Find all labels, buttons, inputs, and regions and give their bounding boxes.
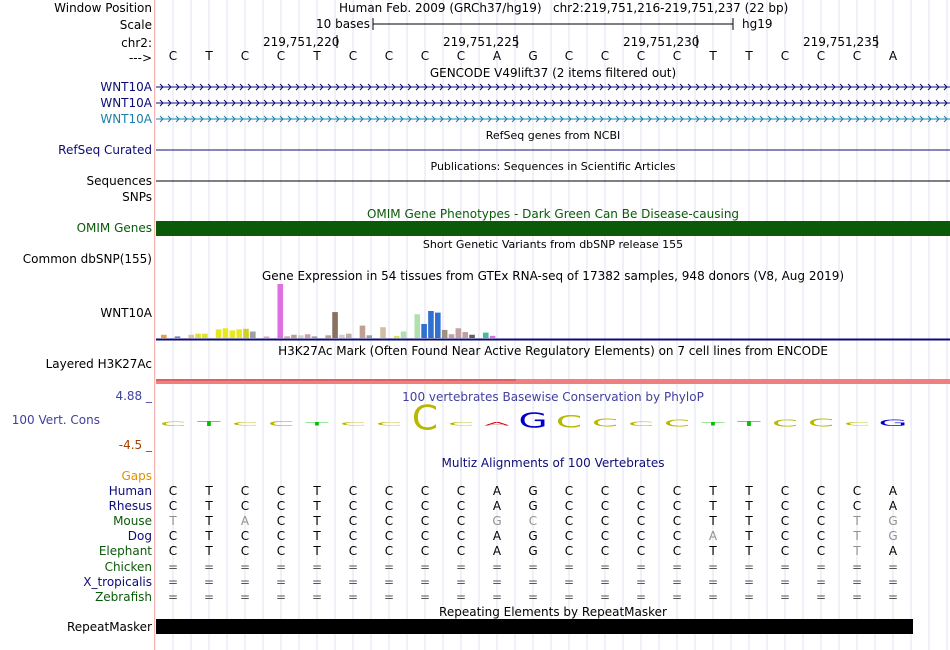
- alignment-base: C: [348, 484, 358, 498]
- alignment-base: T: [853, 514, 861, 529]
- alignment-base: C: [456, 529, 466, 544]
- alignment-base: T: [169, 514, 177, 529]
- alignment-base: A: [492, 484, 502, 498]
- alignment-base: C: [672, 484, 682, 498]
- alignment-base: =: [563, 589, 575, 604]
- alignment-base: C: [384, 529, 394, 544]
- alignment-base: A: [888, 499, 898, 514]
- phylop-base: C: [231, 422, 259, 427]
- refseq-label[interactable]: RefSeq Curated: [58, 143, 152, 157]
- alignment-base: C: [780, 544, 790, 559]
- gtex-bar: [216, 329, 222, 338]
- alignment-base: C: [240, 484, 250, 498]
- alignment-base: C: [420, 529, 430, 544]
- alignment-base: C: [816, 514, 826, 529]
- multiz-track-title[interactable]: Multiz Alignments of 100 Vertebrates: [441, 456, 665, 470]
- sequence-base: C: [564, 49, 574, 63]
- alignment-base: C: [636, 499, 646, 514]
- chrom-label: chr2:: [121, 36, 152, 50]
- alignment-base: C: [816, 499, 826, 514]
- alignment-base: C: [168, 529, 178, 544]
- alignment-base: C: [348, 499, 358, 514]
- phylop-base: T: [701, 421, 725, 427]
- alignment-base: C: [636, 544, 646, 559]
- phylop-base: C: [555, 411, 583, 432]
- h3k27ac-label[interactable]: Layered H3K27Ac: [45, 357, 152, 371]
- alignment-base: A: [492, 499, 502, 514]
- alignment-base: A: [492, 529, 502, 544]
- phylop-base: T: [305, 421, 329, 427]
- snps-label[interactable]: SNPs: [122, 190, 152, 204]
- gtex-bar: [360, 326, 366, 338]
- alignment-base: C: [420, 484, 430, 498]
- alignment-base: C: [240, 529, 250, 544]
- phylop-label[interactable]: 100 Vert. Cons: [11, 413, 100, 427]
- alignment-base: C: [384, 514, 394, 529]
- scale-db: hg19: [742, 17, 773, 31]
- scale-text: 10 bases: [316, 17, 370, 31]
- alignment-base: =: [743, 574, 755, 589]
- alignment-base: T: [205, 514, 213, 529]
- species-label[interactable]: X_tropicalis: [83, 574, 152, 589]
- alignment-base: =: [671, 559, 683, 574]
- alignment-base: A: [708, 529, 718, 544]
- gtex-bar: [456, 328, 462, 338]
- sequence-base: T: [745, 49, 753, 63]
- alignment-base: C: [276, 484, 286, 498]
- alignment-base: T: [313, 544, 321, 559]
- alignment-base: C: [852, 484, 862, 498]
- alignment-base: C: [384, 484, 394, 498]
- alignment-base: =: [527, 589, 539, 604]
- alignment-base: =: [563, 574, 575, 589]
- sequence-base: C: [852, 49, 862, 63]
- alignment-base: C: [528, 514, 538, 529]
- alignment-base: C: [276, 529, 286, 544]
- alignment-base: T: [313, 529, 321, 544]
- species-label[interactable]: Elephant: [98, 544, 152, 559]
- sequence-base: C: [816, 49, 826, 63]
- strand-arrow: --->: [128, 51, 152, 65]
- alignment-base: =: [887, 574, 899, 589]
- h3k27ac-track-title[interactable]: H3K27Ac Mark (Often Found Near Active Regulatory Elements) on 7 cell lines from ENCODE: [278, 344, 828, 358]
- gtex-bar: [339, 335, 345, 338]
- species-label[interactable]: Zebrafish: [95, 589, 152, 604]
- alignment-base: C: [276, 499, 286, 514]
- alignment-base: =: [599, 574, 611, 589]
- publications-track-title[interactable]: Publications: Sequences in Scientific Articles: [430, 160, 676, 173]
- phylop-min: -4.5 _: [118, 438, 152, 452]
- alignment-base: A: [888, 544, 898, 559]
- alignment-base: C: [600, 514, 610, 529]
- assembly-name[interactable]: Human Feb. 2009 (GRCh37/hg19): [339, 1, 542, 15]
- phylop-max: 4.88 _: [115, 389, 152, 403]
- alignment-base: C: [564, 529, 574, 544]
- alignment-base: =: [383, 574, 395, 589]
- gtex-bar: [236, 329, 242, 338]
- alignment-base: =: [707, 574, 719, 589]
- alignment-base: C: [240, 544, 250, 559]
- alignment-base: =: [275, 559, 287, 574]
- gtex-bar: [469, 335, 475, 338]
- alignment-base: =: [779, 589, 791, 604]
- refseq-track-title[interactable]: RefSeq genes from NCBI: [485, 129, 621, 142]
- gtex-bar: [223, 328, 229, 338]
- alignment-base: C: [168, 499, 178, 514]
- alignment-base: C: [672, 544, 682, 559]
- alignment-base: A: [888, 484, 898, 498]
- alignment-base: C: [276, 544, 286, 559]
- alignment-base: C: [348, 544, 358, 559]
- species-label[interactable]: Chicken: [104, 559, 152, 574]
- alignment-base: =: [563, 559, 575, 574]
- alignment-base: C: [636, 484, 646, 498]
- alignment-base: =: [815, 559, 827, 574]
- alignment-base: T: [313, 514, 321, 529]
- alignment-base: T: [853, 529, 861, 544]
- alignment-base: =: [815, 589, 827, 604]
- alignment-base: A: [240, 514, 250, 529]
- alignment-base: =: [779, 559, 791, 574]
- alignment-base: =: [275, 574, 287, 589]
- phylop-base: T: [197, 419, 221, 428]
- gencode-track-title[interactable]: GENCODE V49lift37 (2 items filtered out): [429, 66, 677, 80]
- gtex-bar: [243, 329, 249, 338]
- phylop-base: C: [663, 417, 691, 429]
- alignment-base: =: [347, 589, 359, 604]
- omim-track-title[interactable]: OMIM Gene Phenotypes - Dark Green Can Be Disease-causing: [366, 207, 740, 221]
- phylop-base: C: [807, 417, 835, 429]
- alignment-base: C: [456, 499, 466, 514]
- sequence-base: C: [636, 49, 646, 63]
- gtex-label[interactable]: WNT10A: [100, 306, 152, 320]
- phylop-base: C: [627, 420, 655, 428]
- phylop-base: C: [267, 419, 295, 428]
- phylop-base: G: [878, 418, 908, 429]
- h3k27ac-signal-peak: [156, 379, 516, 381]
- alignment-base: G: [888, 514, 898, 529]
- alignment-base: =: [851, 589, 863, 604]
- alignment-base: C: [420, 499, 430, 514]
- alignment-base: =: [635, 574, 647, 589]
- alignment-base: G: [528, 544, 538, 559]
- alignment-base: =: [203, 559, 215, 574]
- alignment-base: C: [456, 484, 466, 498]
- phylop-base: T: [737, 419, 761, 428]
- alignment-base: =: [707, 589, 719, 604]
- alignment-base: C: [600, 484, 610, 498]
- alignment-base: C: [564, 484, 574, 498]
- alignment-base: =: [671, 574, 683, 589]
- alignment-base: C: [564, 514, 574, 529]
- alignment-base: C: [168, 484, 178, 498]
- alignment-base: =: [419, 589, 431, 604]
- alignment-base: =: [851, 559, 863, 574]
- alignment-base: C: [672, 529, 682, 544]
- gtex-bar: [449, 334, 455, 338]
- alignment-base: T: [313, 499, 321, 514]
- gtex-bar: [442, 330, 448, 338]
- alignment-base: T: [205, 499, 213, 514]
- dbsnp-track-title[interactable]: Short Genetic Variants from dbSNP release 155: [422, 238, 684, 251]
- alignment-base: =: [599, 559, 611, 574]
- phylop-base: C: [339, 421, 367, 427]
- alignment-base: T: [745, 499, 753, 514]
- alignment-base: =: [347, 574, 359, 589]
- alignment-base: =: [599, 589, 611, 604]
- sequence-base: T: [205, 49, 213, 63]
- alignment-base: =: [383, 559, 395, 574]
- sequences-label[interactable]: Sequences: [86, 174, 152, 188]
- gtex-bar: [202, 334, 208, 338]
- alignment-base: C: [780, 484, 790, 498]
- gtex-bar: [284, 336, 290, 338]
- gtex-bar: [414, 314, 420, 338]
- sequence-base: C: [240, 49, 250, 63]
- alignment-base: C: [384, 499, 394, 514]
- gtex-bar: [428, 311, 434, 338]
- sequence-base: G: [528, 49, 538, 63]
- gtex-bar: [367, 335, 373, 338]
- alignment-base: G: [528, 484, 538, 498]
- alignment-base: =: [527, 574, 539, 589]
- alignment-base: =: [311, 574, 323, 589]
- alignment-base: C: [636, 529, 646, 544]
- phylop-base: C: [447, 421, 475, 427]
- alignment-base: C: [564, 544, 574, 559]
- alignment-base: C: [636, 514, 646, 529]
- gtex-bar: [483, 333, 489, 338]
- alignment-base: C: [600, 544, 610, 559]
- gtex-bar: [230, 330, 236, 338]
- alignment-base: T: [313, 484, 321, 498]
- alignment-base: =: [275, 589, 287, 604]
- gtex-bar: [394, 336, 400, 338]
- sequence-base: T: [313, 49, 321, 63]
- sequence-base: A: [492, 49, 502, 63]
- phylop-track-title[interactable]: 100 vertebrates Basewise Conservation by PhyloP: [402, 390, 704, 404]
- alignment-base: T: [205, 529, 213, 544]
- gencode-gene-label[interactable]: WNT10A: [100, 112, 152, 126]
- alignment-base: =: [239, 589, 251, 604]
- sequence-base: C: [348, 49, 358, 63]
- alignment-base: T: [853, 544, 861, 559]
- alignment-base: =: [779, 574, 791, 589]
- phylop-base: A: [484, 422, 510, 427]
- species-label[interactable]: Mouse: [113, 514, 152, 529]
- alignment-base: =: [383, 589, 395, 604]
- alignment-base: =: [671, 589, 683, 604]
- species-label[interactable]: Human: [108, 484, 152, 498]
- sequence-base: C: [456, 49, 466, 63]
- sequence-base: C: [600, 49, 610, 63]
- alignment-base: C: [672, 514, 682, 529]
- alignment-base: T: [745, 529, 753, 544]
- alignment-base: C: [780, 499, 790, 514]
- gtex-bar: [325, 335, 331, 338]
- sequence-base: C: [384, 49, 394, 63]
- phylop-base: C: [843, 421, 871, 427]
- repeatmasker-label[interactable]: RepeatMasker: [66, 620, 152, 634]
- sequence-base: A: [888, 49, 898, 63]
- alignment-base: C: [420, 544, 430, 559]
- alignment-base: T: [745, 544, 753, 559]
- alignment-base: C: [348, 514, 358, 529]
- alignment-base: T: [709, 544, 717, 559]
- gencode-gene-label[interactable]: WNT10A: [100, 80, 152, 94]
- alignment-base: =: [203, 589, 215, 604]
- scale-label: Scale: [119, 18, 152, 32]
- alignment-base: =: [743, 559, 755, 574]
- alignment-base: C: [780, 514, 790, 529]
- alignment-base: =: [455, 574, 467, 589]
- alignment-base: C: [780, 529, 790, 544]
- alignment-base: G: [492, 514, 502, 529]
- alignment-base: =: [527, 559, 539, 574]
- alignment-base: C: [240, 499, 250, 514]
- coord-tick: 219,751,235: [803, 35, 880, 49]
- alignment-base: C: [276, 514, 286, 529]
- gtex-bar: [298, 335, 304, 338]
- alignment-base: =: [743, 589, 755, 604]
- gtex-bar: [380, 327, 386, 338]
- gtex-track-title[interactable]: Gene Expression in 54 tissues from GTEx RNA-seq of 17382 samples, 948 donors (V8, Aug 2019): [261, 269, 845, 283]
- phylop-base: C: [375, 421, 403, 427]
- alignment-base: G: [888, 529, 898, 544]
- phylop-base: C: [159, 420, 187, 428]
- sequence-base: C: [420, 49, 430, 63]
- alignment-base: G: [528, 499, 538, 514]
- alignment-base: C: [456, 514, 466, 529]
- gtex-bar: [195, 334, 201, 338]
- gtex-bar: [490, 336, 496, 338]
- alignment-base: C: [816, 484, 826, 498]
- gtex-bar: [435, 313, 441, 338]
- alignment-base: G: [528, 529, 538, 544]
- alignment-base: C: [168, 544, 178, 559]
- alignment-base: T: [709, 484, 717, 498]
- coord-tick: 219,751,225: [443, 35, 520, 49]
- gtex-bar: [305, 334, 311, 338]
- alignment-base: C: [420, 514, 430, 529]
- alignment-base: =: [455, 589, 467, 604]
- coord-tick: 219,751,230: [623, 35, 700, 49]
- alignment-base: T: [709, 499, 717, 514]
- alignment-base: T: [709, 514, 717, 529]
- alignment-base: =: [167, 589, 179, 604]
- alignment-base: A: [492, 544, 502, 559]
- sequence-base: C: [780, 49, 790, 63]
- gtex-bar: [250, 332, 256, 338]
- gtex-bar: [291, 335, 297, 338]
- gtex-bar: [161, 335, 167, 338]
- alignment-base: =: [419, 559, 431, 574]
- sequence-base: T: [709, 49, 717, 63]
- dbsnp-label[interactable]: Common dbSNP(155): [22, 252, 152, 266]
- alignment-base: C: [816, 544, 826, 559]
- gtex-bar: [277, 284, 283, 338]
- alignment-base: =: [455, 559, 467, 574]
- alignment-base: =: [239, 574, 251, 589]
- alignment-base: C: [348, 529, 358, 544]
- alignment-base: =: [887, 559, 899, 574]
- alignment-base: =: [491, 559, 503, 574]
- alignment-base: C: [384, 544, 394, 559]
- alignment-base: =: [239, 559, 251, 574]
- phylop-base: C: [411, 399, 439, 439]
- window-position-label: Window Position: [54, 1, 152, 15]
- species-label[interactable]: Rhesus: [108, 499, 152, 514]
- alignment-base: =: [635, 559, 647, 574]
- alignment-base: =: [491, 574, 503, 589]
- sequence-base: C: [276, 49, 286, 63]
- gtex-bar: [462, 332, 468, 338]
- phylop-base: G: [518, 409, 548, 434]
- alignment-base: =: [419, 574, 431, 589]
- gtex-bar: [264, 337, 270, 339]
- gtex-bar: [332, 312, 338, 338]
- alignment-base: C: [456, 544, 466, 559]
- alignment-base: =: [167, 559, 179, 574]
- gtex-bar: [421, 324, 427, 338]
- alignment-base: =: [887, 589, 899, 604]
- alignment-base: T: [205, 544, 213, 559]
- alignment-base: T: [205, 484, 213, 498]
- alignment-base: =: [347, 559, 359, 574]
- gtex-bar: [175, 336, 181, 338]
- alignment-base: C: [672, 499, 682, 514]
- alignment-base: =: [311, 559, 323, 574]
- alignment-base: =: [203, 574, 215, 589]
- gtex-bar: [346, 334, 352, 338]
- alignment-base: =: [635, 589, 647, 604]
- alignment-base: =: [707, 559, 719, 574]
- gencode-gene-label[interactable]: WNT10A: [100, 96, 152, 110]
- phylop-base: C: [591, 417, 619, 429]
- omim-bar: [156, 221, 950, 236]
- gtex-bar: [401, 332, 407, 338]
- repeatmasker-track-title[interactable]: Repeating Elements by RepeatMasker: [439, 605, 667, 619]
- alignment-base: T: [745, 514, 753, 529]
- alignment-base: =: [491, 589, 503, 604]
- alignment-base: C: [600, 529, 610, 544]
- alignment-base: =: [815, 574, 827, 589]
- coord-tick: 219,751,220: [263, 35, 340, 49]
- alignment-base: =: [851, 574, 863, 589]
- sequence-base: C: [672, 49, 682, 63]
- alignment-base: C: [564, 499, 574, 514]
- gaps-label: Gaps: [121, 469, 152, 483]
- gtex-bar: [312, 336, 318, 338]
- alignment-base: =: [311, 589, 323, 604]
- gtex-bar: [188, 335, 194, 338]
- species-label[interactable]: Dog: [127, 529, 152, 544]
- alignment-base: C: [816, 529, 826, 544]
- phylop-base: C: [771, 417, 799, 429]
- position-coordinates[interactable]: chr2:219,751,216-219,751,237 (22 bp): [552, 1, 789, 15]
- alignment-base: T: [745, 484, 753, 498]
- repeatmasker-block: [156, 619, 913, 634]
- alignment-base: C: [600, 499, 610, 514]
- omim-label[interactable]: OMIM Genes: [76, 221, 152, 235]
- sequence-base: C: [168, 49, 178, 63]
- alignment-base: =: [167, 574, 179, 589]
- alignment-base: C: [852, 499, 862, 514]
